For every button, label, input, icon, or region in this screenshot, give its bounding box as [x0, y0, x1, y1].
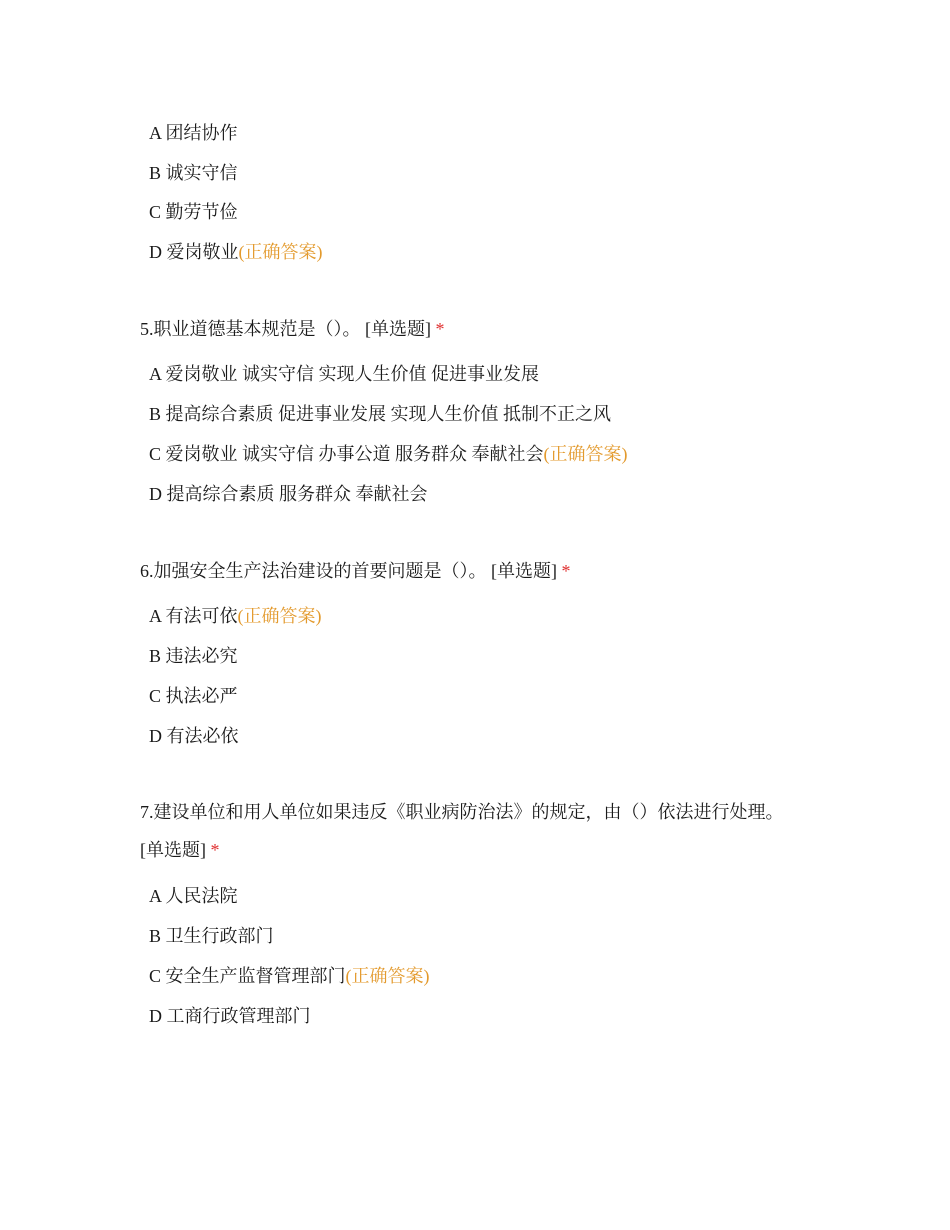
- q5-option-a: [149, 362, 539, 386]
- question-text: 6.加强安全生产法治建设的首要问题是（）。 [单选题]: [140, 561, 557, 581]
- option-text: B 违法必究: [149, 646, 238, 666]
- q7-title: [140, 800, 784, 824]
- q5-title: [140, 317, 445, 341]
- q6-option-c: [149, 684, 238, 708]
- q4-option-c: [149, 200, 238, 224]
- q5-option-d: [149, 482, 428, 506]
- option-text: B 诚实守信: [149, 163, 238, 183]
- q4-option-a: [149, 121, 238, 145]
- question-type: [单选题]: [140, 840, 206, 860]
- option-text: D 提高综合素质 服务群众 奉献社会: [149, 484, 428, 504]
- q6-option-a: [149, 604, 322, 628]
- question-text: 7.建设单位和用人单位如果违反《职业病防治法》的规定，由（）依法进行处理。: [140, 802, 784, 822]
- q7-title-line2: [140, 838, 220, 862]
- option-text: C 执法必严: [149, 686, 238, 706]
- q5-option-b: [149, 402, 611, 426]
- q4-option-d: [149, 240, 323, 264]
- option-text: B 卫生行政部门: [149, 926, 274, 946]
- q6-option-d: [149, 724, 239, 748]
- correct-answer-tag: (正确答案): [238, 242, 323, 262]
- q4-option-b: [149, 161, 238, 185]
- q7-option-b: [149, 924, 274, 948]
- correct-answer-tag: (正确答案): [345, 966, 430, 986]
- option-text: D 爱岗敬业: [149, 242, 239, 262]
- required-mark: *: [435, 319, 445, 339]
- q7-option-a: [149, 884, 238, 908]
- option-text: A 团结协作: [149, 123, 238, 143]
- question-text: 5.职业道德基本规范是（）。 [单选题]: [140, 319, 431, 339]
- q6-option-b: [149, 644, 238, 668]
- required-mark: *: [210, 840, 220, 860]
- q7-option-c: [149, 964, 430, 988]
- option-text: D 有法必依: [149, 726, 239, 746]
- option-text: C 安全生产监督管理部门: [149, 966, 346, 986]
- correct-answer-tag: (正确答案): [237, 606, 322, 626]
- option-text: D 工商行政管理部门: [149, 1006, 311, 1026]
- option-text: B 提高综合素质 促进事业发展 实现人生价值 抵制不正之风: [149, 404, 612, 424]
- required-mark: *: [561, 561, 571, 581]
- option-text: A 有法可依: [149, 606, 238, 626]
- option-text: C 勤劳节俭: [149, 202, 238, 222]
- option-text: C 爱岗敬业 诚实守信 办事公道 服务群众 奉献社会: [149, 444, 544, 464]
- q5-option-c: [149, 442, 628, 466]
- option-text: A 人民法院: [149, 886, 238, 906]
- correct-answer-tag: (正确答案): [543, 444, 628, 464]
- option-text: A 爱岗敬业 诚实守信 实现人生价值 促进事业发展: [149, 364, 540, 384]
- q6-title: [140, 559, 571, 583]
- q7-option-d: [149, 1004, 311, 1028]
